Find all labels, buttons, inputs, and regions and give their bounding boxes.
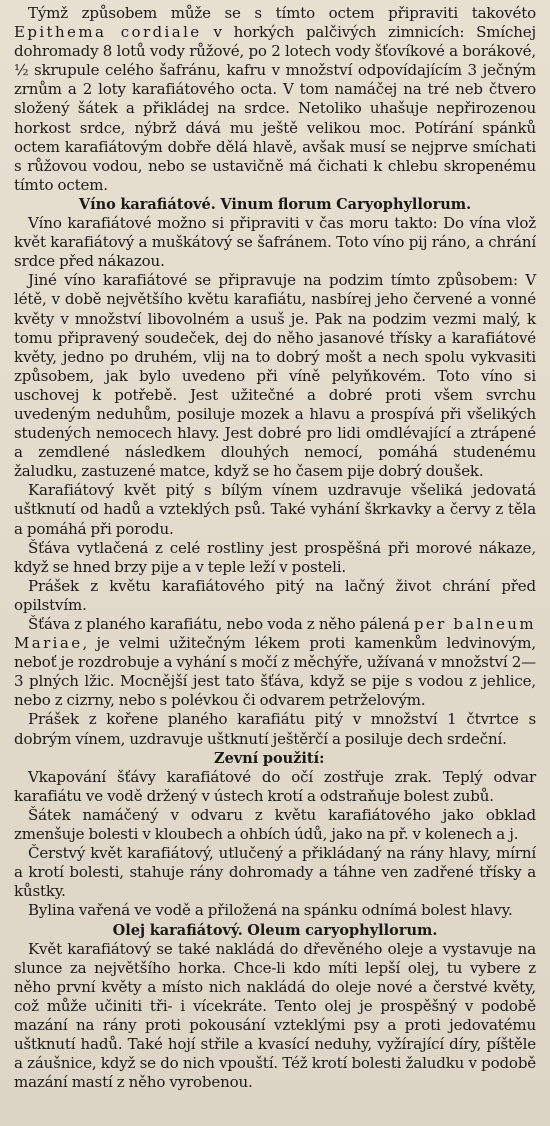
latin-term-per-balneum-mariae: per balneum Mariae [14, 615, 536, 653]
paragraph-wild-carnation-juice [14, 615, 536, 710]
paragraph-fresh-flower: Čerstvý květ karafiátový, utlučený a přikládaný na rány hlavy, mírní a krotí bolesti, stahuje rány dohromady a táhne ven zadřené třísky a kůstky. [14, 844, 536, 901]
paragraph-wine-autumn: Jiné víno karafiátové se připravuje na podzim tímto způsobem: V létě, v době největšího květu karafiátu, nasbírej jeho červené a vonné květy v množství libovolném a usuš je. Pak na podzim vezmi malý, k tomu připravený soudeček, dej do něho jasanové třísky a karafiátové květy, jedno po druhém, vlij na to dobrý mošt a nech spolu vykvasiti způsobem, jak bylo uvedeno při víně pelyňkovém. Toto víno si uschovej k potřebě. Jest užitečné a dobré proti všem svrchu uvedeným neduhům, posiluje mozek a hlavu a prospívá při všelikých studených nemocech hlavy. Jest dobré pro lidi omdlévající a ztrápené a zemdlené následkem dlouhých nemocí, pomáhá studenému žaludku, zastuzené matce, když se ho časem pije dobrý doušek. [14, 271, 536, 481]
paragraph-text: , je velmi užitečným lékem proti kamenkům ledvinovým, neboť je rozdrobuje a vyhání s močí z měchýře, užívaná v množství 2—3 plných lžic. Mocnější jest tato šťáva, když se pije s vodou z jehlice, nebo z cizrny, nebo s polévkou či odvarem petrželovým. [14, 634, 536, 710]
paragraph-juice-plague: Šťáva vytlačená z celé rostliny jest prospěšná při morové nákaze, když se hned brzy pije a v teple leží v posteli. [14, 538, 536, 576]
paragraph-epithema [14, 4, 536, 195]
section-heading-oil: Olej karafiátový. Oleum caryophyllorum. [112, 921, 438, 939]
paragraph-carnation-oil: Květ karafiátový se také nakládá do dřevěného oleje a vystavuje na slunce za největšího horka. Chce-li kdo míti lepší olej, tu vybere z něho první květy a místo nich nakládá do oleje nové a čerstvé květy, což může učiniti tři- i vícekráte. Tento olej je prospěšný v podobě mazání na rány proti pokousání vzteklými psy a proti jedovatému uštknutí hadů. Také hojí střile a kvasící neduhy, vyžírající díry, píštěle a záušnice, když se do nich vpouští. Též krotí bolesti žaludku v podobě mazání mastí z něho vyrobenou. [14, 939, 536, 1092]
paragraph-flower-white-wine: Karafiátový květ pitý s bílým vínem uzdravuje všeliká jedovatá uštknutí od hadů a vzteklých psů. Také vyhání škrkavky a červy z těla a pomáhá při porodu. [14, 481, 536, 538]
section-heading-wine: Víno karafiátové. Vinum florum Caryophyllorum. [78, 195, 472, 213]
paragraph-powder-drunkenness: Prášek z květu karafiátového pitý na lačný život chrání před opilstvím. [14, 576, 536, 614]
section-heading-external-use: Zevní použití: [214, 749, 325, 767]
paragraph-text: Týmž způsobem může se s tímto octem připraviti takovéto [28, 4, 536, 22]
latin-term-epithema-cordiale: Epithema cordiale [14, 23, 202, 42]
paragraph-text: Šťáva z planého karafiátu, nebo voda z něho pálená [28, 615, 410, 633]
paragraph-compress: Šátek namáčený v odvaru z květu karafiátového jako obklad zmenšuje bolesti v kloubech a ohbích údů, jako na př. v kolenech a j. [14, 805, 536, 844]
paragraph-wine-plague: Víno karafiátové možno si připraviti v čas moru takto: Do vína vlož květ karafiátový a muškátový se šafránem. Toto víno pij ráno, a chrání srdce před nákazou. [14, 214, 536, 271]
paragraph-root-powder: Prášek z kořene planého karafiátu pitý v množství 1 čtvrtce s dobrým vínem, uzdravuje uštknutí ještěrčí a posiluje dech srdeční. [14, 710, 536, 748]
paragraph-text: v horkých palčivých zimnicích: Smíchej dohromady 8 lotů vody růžové, po 2 lotech vody šťovíkové a borákové, ½ skrupule celého šafránu, kafru v množství odpovídajícím 3 ječným zrnům a 2 loty karafiátového octa. V tom namáčej na tré neb čtvero složený šátek a přikládej na srdce. Netoliko uhašuje nepřirozenou horkost srdce, nýbrž dává mu ještě velikou moc. Potírání spánků octem karafiátovým dobře dělá hlavě, avšak musí se nejprve smíchati s růžovou vodou, nebo se ustavičně má čichati k chlebu skropenému tímto octem. [14, 23, 536, 194]
paragraph-eye-drops: Vkapování šťávy karafiátové do očí zostřuje zrak. Teplý odvar karafiátu ve vodě držený v ústech krotí a odstraňuje bolest zubů. [14, 767, 536, 805]
paragraph-boiled-herb: Bylina vařená ve vodě a přiložená na spánku odnímá bolest hlavy. [28, 901, 513, 920]
